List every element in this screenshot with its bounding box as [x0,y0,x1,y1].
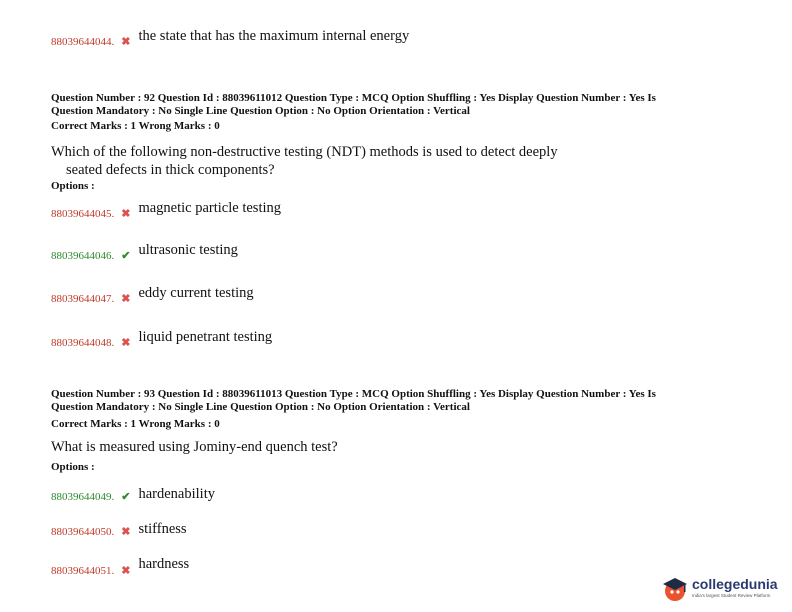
option-row [51,242,238,264]
question-text-line: What is measured using Jominy-end quench test? [51,439,338,455]
option-text: liquid penetrant testing [138,329,273,345]
options-label: Options : [51,180,95,192]
option-text: magnetic particle testing [138,200,281,216]
option-id: 88039644048. [51,337,115,349]
wrong-mark-icon: ✖ [121,36,131,48]
marks-line: Correct Marks : 1 Wrong Marks : 0 [51,120,220,132]
option-text: eddy current testing [138,285,254,301]
question-meta [51,92,751,133]
option-id: 88039644049. [51,491,115,503]
option-row [51,487,215,505]
option-id: 88039644050. [51,526,115,538]
marks-line: Correct Marks : 1 Wrong Marks : 0 [51,418,220,430]
wrong-mark-icon: ✖ [121,565,131,577]
logo-tagline: India's largest Student Review Platform [692,593,771,598]
option-row [51,329,273,351]
correct-check-icon: ✔ [121,250,131,262]
meta-line: Question Number : 92 Question Id : 88039611012 Question Type : MCQ Option Shuffling : Yes Display Question Number : Yes Is [51,92,656,104]
option-id: 88039644044. [51,36,115,48]
logo-name: collegedunia [692,576,778,592]
option-row [51,200,281,222]
option-text: hardness [138,556,190,572]
option-id: 88039644047. [51,293,115,305]
option-row [51,522,187,540]
option-id: 88039644045. [51,208,115,220]
wrong-mark-icon: ✖ [121,293,131,305]
wrong-mark-icon: ✖ [121,208,131,220]
option-id: 88039644051. [51,565,115,577]
question-text-line: seated defects in thick components? [66,162,275,178]
option-row [51,556,190,579]
option-text: ultrasonic testing [138,242,238,258]
option-text: hardenability [138,486,215,502]
question-text [51,143,751,179]
meta-line: Question Mandatory : No Single Line Question Option : No Option Orientation : Vertical [51,105,470,117]
option-text: stiffness [138,521,187,537]
collegedunia-logo [660,574,780,604]
options-label: Options : [51,461,95,473]
option-text: the state that has the maximum internal energy [138,28,410,44]
option-row [51,28,410,50]
question-text [51,438,751,456]
meta-line: Question Number : 93 Question Id : 88039611013 Question Type : MCQ Option Shuffling : Yes Display Question Number : Yes Is [51,388,656,400]
question-text-line: Which of the following non-destructive testing (NDT) methods is used to detect deeply [51,144,558,160]
option-row [51,285,254,307]
graduation-cap-icon [660,574,690,604]
meta-line: Question Mandatory : No Single Line Question Option : No Option Orientation : Vertical [51,401,470,413]
wrong-mark-icon: ✖ [121,337,131,349]
wrong-mark-icon: ✖ [121,526,131,538]
option-id: 88039644046. [51,250,115,262]
correct-check-icon: ✔ [121,491,131,503]
question-meta [51,388,751,431]
